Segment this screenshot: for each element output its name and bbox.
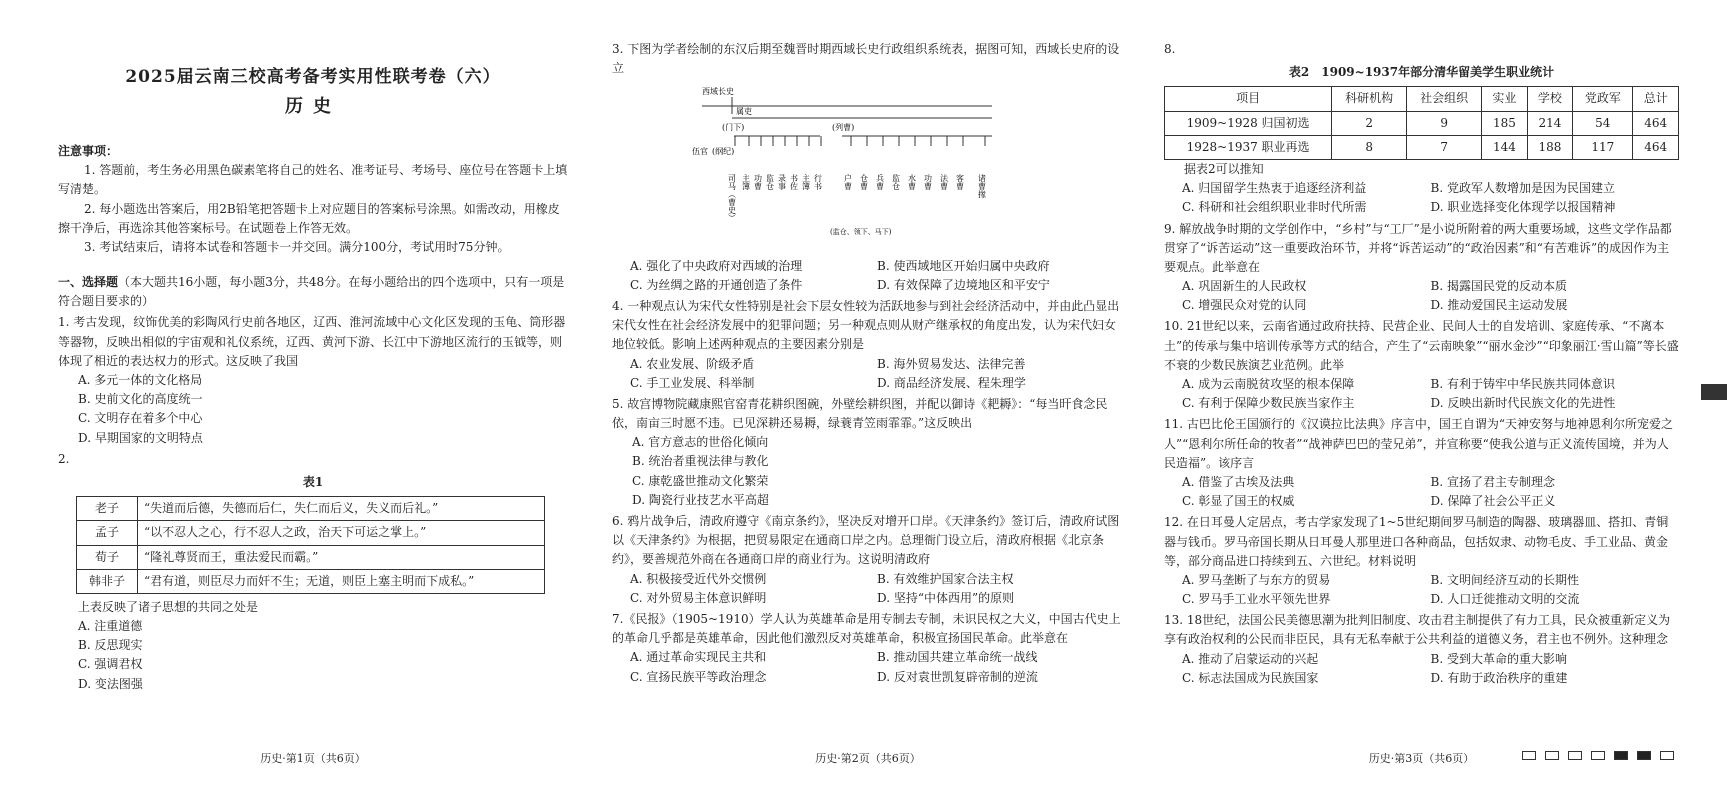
- option-list: [630, 257, 1124, 295]
- option-a[interactable]: A. 注重道德: [78, 619, 143, 634]
- question-stem: 10. 21世纪以来，云南省通过政府扶持、民营企业、民间人士的自发培训、家庭传承、“不离本土”的传承与集中培训传承等方式的结合，产生了“云南映象”“丽水金沙”“印象丽江·雪山篇”等长盛不衰的少数民族演艺业范例。此举: [1164, 319, 1679, 372]
- diagram-node: 客曹: [955, 174, 965, 191]
- option-b[interactable]: B. 反思现实: [78, 638, 143, 653]
- table-row: [1165, 135, 1679, 159]
- diagram-left-group: 伍官: [692, 147, 708, 157]
- question-number: 8.: [1164, 42, 1176, 56]
- option-c[interactable]: C. 康乾盛世推动文化繁荣: [632, 473, 769, 488]
- table-row: [77, 497, 545, 521]
- diagram-node: 兵曹: [875, 174, 885, 191]
- table-cell: 1928~1937 职业再选: [1165, 135, 1332, 159]
- option-c[interactable]: C. 科研和社会组织职业非时代所需: [1182, 200, 1367, 215]
- option-b[interactable]: B. 党政军人数增加是因为民国建立: [1430, 181, 1615, 196]
- option-list: [1182, 179, 1679, 217]
- option-b[interactable]: B. 统治者重视法律与教化: [632, 454, 769, 469]
- exam-title: 2025届云南三校高考备考实用性联考卷（六）: [125, 67, 501, 87]
- progress-mark: [1568, 751, 1582, 760]
- option-d[interactable]: D. 坚持“中体西用”的原则: [877, 590, 1015, 605]
- diagram-mid-label: 属吏: [736, 107, 752, 117]
- option-list: [630, 648, 1124, 686]
- question-10: [1164, 317, 1679, 413]
- diagram-node: 录事: [777, 174, 787, 191]
- table-header-row: [1165, 87, 1679, 111]
- option-b[interactable]: B. 海外贸易发达、法律完善: [877, 356, 1026, 371]
- question-5: [612, 395, 1124, 510]
- table-row: [77, 569, 545, 593]
- table-cell: 孟子: [77, 521, 138, 545]
- diagram-node: 功曹: [753, 174, 763, 191]
- diagram-node: 主簿: [741, 174, 751, 191]
- diagram-node: 法曹: [939, 174, 949, 191]
- progress-mark-filled: [1637, 751, 1651, 760]
- table-cell: 7: [1407, 135, 1482, 159]
- table-cell: 464: [1633, 135, 1679, 159]
- progress-mark: [1522, 751, 1536, 760]
- question-stem: 3. 下图为学者绘制的东汉后期至魏晋时期西域长史行政组织系统表，据图可知，西域长史府的设立: [612, 42, 1120, 76]
- table-cell: 188: [1527, 135, 1573, 159]
- table-cell: 185: [1482, 111, 1528, 135]
- option-d[interactable]: D. 有助于政治秩序的重建: [1430, 670, 1568, 685]
- progress-mark: [1545, 751, 1559, 760]
- option-c[interactable]: C. 彰显了国王的权威: [1182, 494, 1295, 509]
- diagram-left-items: [728, 173, 823, 222]
- option-c[interactable]: C. 罗马手工业水平领先世界: [1182, 592, 1331, 607]
- question-7: [612, 610, 1124, 687]
- option-d[interactable]: D. 推动爱国民主运动发展: [1430, 298, 1568, 313]
- question-1: [58, 313, 568, 447]
- option-a[interactable]: A. 巩固新生的人民政权: [1182, 279, 1307, 294]
- question-13: [1164, 611, 1679, 688]
- option-list: [630, 355, 1124, 393]
- diagram-node: 功曹: [923, 174, 933, 191]
- question-stem: 4. 一种观点认为宋代女性特别是社会下层女性较为活跃地参与到社会经济活动中，并由此凸显出宋代女性在社会经济发展中的犯罪问题；另一种观点则从财产继承权的角度出发，认为宋代妇女地位较低。影响上述两种观点的主要因素分别是: [612, 298, 1120, 352]
- table-cell: 1909~1928 归国初选: [1165, 111, 1332, 135]
- question-stem: 据表2可以推知: [1184, 161, 1264, 176]
- question-2: [58, 450, 568, 694]
- option-d[interactable]: D. 反映出新时代民族文化的先进性: [1430, 396, 1616, 411]
- table-cell: 464: [1633, 111, 1679, 135]
- notice-heading: 注意事项：: [58, 143, 119, 158]
- diagram-node: 仓曹: [859, 174, 869, 191]
- question-9: [1164, 220, 1679, 316]
- table-cell: 2: [1332, 111, 1407, 135]
- table-cell: 老子: [77, 497, 138, 521]
- section-title: 一、选择题: [58, 275, 119, 290]
- diagram-node: 水曹: [907, 174, 917, 191]
- option-a[interactable]: A. 多元一体的文化格局: [78, 373, 203, 388]
- option-c[interactable]: C. 宣扬民族平等政治理念: [630, 669, 767, 684]
- option-list: [1182, 650, 1679, 688]
- table-header: 项目: [1165, 87, 1332, 111]
- option-d[interactable]: D. 有效保障了边境地区和平安宁: [877, 277, 1050, 292]
- table-header: 学校: [1527, 87, 1573, 111]
- progress-mark: [1591, 751, 1605, 760]
- page-footer: 历史·第1页（共6页）: [260, 752, 366, 765]
- page-edge-tab: [1701, 384, 1727, 400]
- option-a[interactable]: A. 积极接受近代外交惯例: [630, 571, 767, 586]
- section-description: （本大题共16小题，每小题3分，共48分。在每小题给出的四个选项中，只有一项是符合题目要求的）: [58, 275, 565, 309]
- page-1: [58, 0, 568, 800]
- page-2: [612, 0, 1124, 800]
- diagram-lie-cao: (列曹): [832, 123, 855, 133]
- option-c[interactable]: C. 强调君权: [78, 657, 143, 672]
- table-row: [1165, 111, 1679, 135]
- option-d[interactable]: D. 早期国家的文明特点: [78, 430, 203, 445]
- question-stem: 9. 解放战争时期的文学创作中，“乡村”与“工厂”是小说所附着的两大重要场域，这些文学作品都贯穿了“诉苦运动”这一重要政治环节，并将“诉苦运动”的“政治因素”和“有苦难诉”的成因作为主要观点。此举意在: [1164, 221, 1672, 274]
- career-stats-table: [1164, 86, 1679, 160]
- table-header: 社会组织: [1407, 87, 1482, 111]
- diagram-top-label: 西域长史: [702, 87, 734, 97]
- question-4: [612, 297, 1124, 393]
- option-a[interactable]: A. 农业发展、阶级矛盾: [630, 356, 755, 371]
- question-8: [1164, 40, 1679, 218]
- question-stem: 11. 古巴比伦王国颁行的《汉谟拉比法典》序言中，国王自谓为“天神安努与地神恩利尔所宠爱之人”“恩利尔所任命的牧者”“战神萨巴巴的莹兄弟”，并宣称要“使我公道与正义流传国境，并为人民造福”。该序言: [1164, 417, 1674, 470]
- question-12: [1164, 513, 1679, 609]
- option-c[interactable]: C. 增强民众对党的认同: [1182, 298, 1307, 313]
- diagram-right-items: [844, 173, 987, 198]
- table-cell: “失道而后德，失德而后仁，失仁而后义，失义而后礼。”: [138, 497, 545, 521]
- option-d[interactable]: D. 人口迁徙推动文明的交流: [1430, 592, 1580, 607]
- option-c[interactable]: C. 文明存在着多个中心: [78, 411, 203, 426]
- table-cell: 144: [1482, 135, 1528, 159]
- table-cell: “君有道，则臣尽力而奸不生；无道，则臣上塞主明而下成私。”: [138, 569, 545, 593]
- table-row: [77, 545, 545, 569]
- question-3: [612, 40, 1124, 295]
- option-list: [78, 617, 568, 694]
- option-b[interactable]: B. 使西域地区开始归属中央政府: [877, 258, 1050, 273]
- option-b[interactable]: B. 宣扬了君主专制理念: [1430, 474, 1555, 489]
- option-c[interactable]: C. 手工业发展、科举制: [630, 375, 755, 390]
- option-list: [78, 371, 568, 448]
- option-a[interactable]: A. 强化了中央政府对西域的治理: [630, 258, 803, 273]
- notice-item: 2. 每小题选出答案后，用2B铅笔把答题卡上对应题目的答案标号涂黑。如需改动，用橡皮擦干净后，再选涂其他答案标号。在试题卷上作答无效。: [58, 201, 560, 235]
- option-d[interactable]: D. 陶瓷行业技艺水平高超: [632, 492, 769, 507]
- option-c[interactable]: C. 为丝绸之路的开通创造了条件: [630, 277, 803, 292]
- question-stem: 6. 鸦片战争后，清政府遵守《南京条约》，坚决反对增开口岸。《天津条约》签订后，清政府试图以《天津条约》为根据，把贸易限定在通商口岸之内。总理衙门设立后，清政府根据《北京条约》，要善规范外商在各通商口岸的商业行为。这说明清政府: [612, 514, 1120, 567]
- diagram-node: 监仓: [765, 174, 775, 191]
- option-d[interactable]: D. 保障了社会公平正义: [1430, 494, 1556, 509]
- table-header: 科研机构: [1332, 87, 1407, 111]
- notice-list: [58, 161, 568, 257]
- subject-title: 历史: [285, 96, 341, 118]
- option-a[interactable]: A. 罗马垄断了与东方的贸易: [1182, 572, 1331, 587]
- page-footer: 历史·第2页（共6页）: [815, 752, 921, 765]
- table-cell: 韩非子: [77, 569, 138, 593]
- diagram-note: (监仓、领下、马下): [830, 228, 892, 237]
- option-list: [1182, 375, 1679, 413]
- option-b[interactable]: B. 有效维护国家合法主权: [877, 571, 1014, 586]
- table-caption: 表1: [302, 474, 324, 489]
- question-stem: 5. 故宫博物院藏康熙官窑青花耕织图碗，外壁绘耕织图，并配以御诗《耙耨》：“每当旰食念民依，南亩三时愿不违。已见深耕还易耨，绿蓑青笠雨霏霏。”这反映出: [612, 396, 1108, 431]
- option-list: [1182, 277, 1679, 315]
- diagram-node: 监仓: [891, 174, 901, 191]
- option-list: [1182, 473, 1679, 511]
- option-c[interactable]: C. 有利于保障少数民族当家作主: [1182, 396, 1355, 411]
- notice-item: 1. 答题前，考生务必用黑色碳素笔将自己的姓名、准考证号、考场号、座位号在答题卡上填写清楚。: [58, 163, 568, 197]
- table-cell: 117: [1573, 135, 1633, 159]
- option-d[interactable]: D. 商品经济发展、程朱理学: [877, 375, 1026, 390]
- option-a[interactable]: A. 通过革命实现民主共和: [630, 650, 767, 665]
- question-stem: 1. 考古发现，纹饰优美的彩陶风行史前各地区，辽西、淮河流域中心文化区发现的玉龟、筒形器等器物，反映出相似的宇宙观和礼仪系统，辽西、黄河下游、长江中下游地区流行的玉钺等，则体现了相近的表达权力的形式。这反映了我国: [58, 315, 566, 368]
- option-list: [1182, 571, 1679, 609]
- option-b[interactable]: B. 史前文化的高度统一: [78, 392, 203, 407]
- table-cell: “隆礼尊贤而王，重法爱民而霸。”: [138, 545, 545, 569]
- question-stem: 7.《民报》（1905~1910）学人认为英雄革命是用专制去专制，未识民权之大义，中国古代史上的革命几乎都是英雄革命，因此他们激烈反对英雄革命，积极宣扬国民革命。此举意在: [612, 611, 1121, 646]
- option-list: [632, 433, 1124, 510]
- progress-mark-filled: [1614, 751, 1628, 760]
- diagram-node: 主簿: [801, 174, 811, 191]
- table-cell: 214: [1527, 111, 1573, 135]
- diagram-left-group: (纲纪): [712, 147, 735, 157]
- table-cell: 9: [1407, 111, 1482, 135]
- table-caption: 表2 1909~1937年部分清华留美学生职业统计: [1288, 65, 1555, 80]
- diagram-node: 行书: [813, 174, 823, 191]
- option-b[interactable]: B. 文明间经济互动的长期性: [1430, 572, 1579, 587]
- option-c[interactable]: C. 对外贸易主体意识鲜明: [630, 590, 767, 605]
- diagram-node: 书佐: [789, 174, 799, 191]
- question-stem: 上表反映了诸子思想的共同之处是: [78, 599, 259, 614]
- section-header: [58, 273, 568, 311]
- table-header: 实业: [1482, 87, 1528, 111]
- option-b[interactable]: B. 受到大革命的重大影响: [1430, 651, 1567, 666]
- page-footer: 历史·第3页（共6页）: [1368, 752, 1475, 765]
- option-b[interactable]: B. 有利于铸牢中华民族共同体意识: [1430, 377, 1615, 391]
- diagram-node: 户曹: [843, 174, 853, 191]
- option-d[interactable]: D. 变法图强: [78, 676, 143, 691]
- table-header: 党政军: [1573, 87, 1633, 111]
- notice-item: 3. 考试结束后，请将本试卷和答题卡一并交回。满分100分，考试用时75分钟。: [84, 239, 510, 254]
- table-row: [77, 521, 545, 545]
- option-c[interactable]: C. 标志法国成为民族国家: [1182, 670, 1319, 685]
- diagram-node: 诸曹掾: [977, 174, 987, 199]
- table-cell: 54: [1573, 111, 1633, 135]
- page-3: [1164, 0, 1679, 800]
- option-a[interactable]: A. 推动了启蒙运动的兴起: [1182, 651, 1319, 666]
- option-b[interactable]: B. 揭露国民党的反动本质: [1430, 279, 1567, 294]
- question-6: [612, 512, 1124, 608]
- table-cell: 荀子: [77, 545, 138, 569]
- progress-mark: [1660, 751, 1674, 760]
- table-cell: “以不忍人之心，行不忍人之政，治天下可运之掌上。”: [138, 521, 545, 545]
- table-header: 总计: [1633, 87, 1679, 111]
- option-b[interactable]: B. 推动国共建立革命统一战线: [877, 650, 1038, 665]
- table-cell: 8: [1332, 135, 1407, 159]
- admin-org-diagram: [692, 84, 1032, 244]
- question-stem: 13. 18世纪，法国公民美德思潮为批判旧制度、攻击君主制提供了有力工具，民众被重新定义为享有政治权利的公民而非臣民，具有无私奉献于公共利益的道德义务，君主也不例外。这种理念: [1164, 613, 1671, 647]
- option-a[interactable]: A. 借鉴了古埃及法典: [1182, 474, 1295, 489]
- option-d[interactable]: D. 职业选择变化体现学以报国精神: [1430, 200, 1616, 215]
- option-a[interactable]: A. 归国留学生热衷于追逐经济利益: [1182, 181, 1367, 196]
- question-11: [1164, 415, 1679, 511]
- option-a[interactable]: A. 成为云南脱贫攻坚的根本保障: [1182, 377, 1355, 391]
- option-a[interactable]: A. 官方意志的世俗化倾向: [632, 435, 769, 450]
- diagram-node: 司马（曹史）: [727, 174, 737, 223]
- page-progress-marks: [1522, 751, 1674, 760]
- option-d[interactable]: D. 反对袁世凯复辟帝制的逆流: [877, 669, 1038, 684]
- diagram-men-xia: (门下): [722, 123, 745, 133]
- question-number: 2.: [58, 451, 70, 466]
- thinkers-table: [76, 496, 545, 594]
- question-stem: 12. 在日耳曼人定居点，考古学家发现了1~5世纪期间罗马制造的陶器、玻璃器皿、搭扣、青铜器与钱币。罗马帝国长期从日耳曼人那里进口各种商品，包括奴隶、动物毛皮、手工业品、黄金等，部分商品进口持续到五、六世纪。材料说明: [1164, 515, 1669, 568]
- option-list: [630, 570, 1124, 608]
